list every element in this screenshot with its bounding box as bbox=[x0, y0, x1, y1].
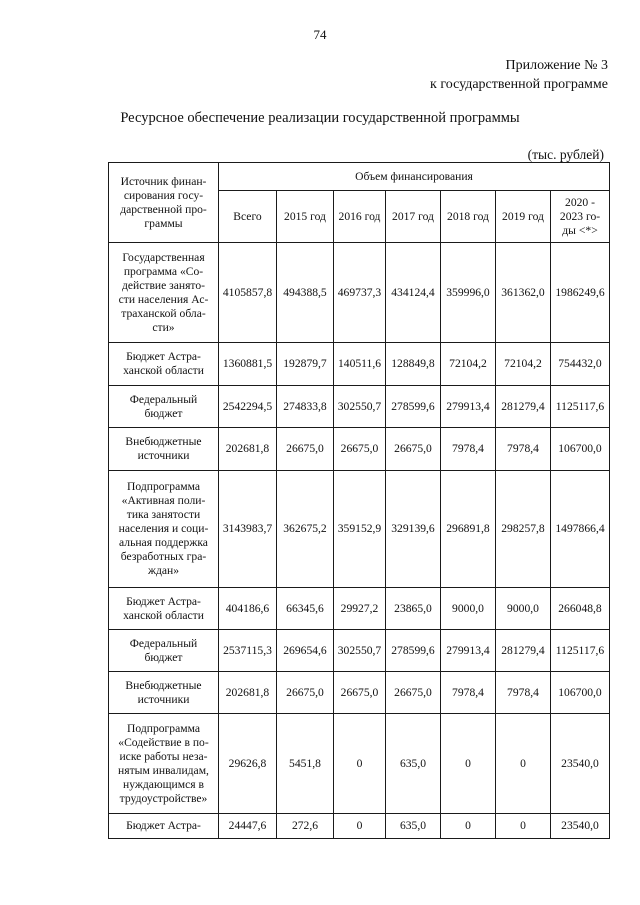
document-title: Ресурсное обеспечение реализации государственной программы bbox=[120, 110, 520, 126]
cell-2018: 296891,8 bbox=[441, 471, 496, 588]
cell-2020-2023: 23540,0 bbox=[551, 714, 610, 814]
cell-2019: 281279,4 bbox=[496, 386, 551, 428]
cell-2017: 26675,0 bbox=[386, 672, 441, 714]
cell-2015: 272,6 bbox=[277, 814, 334, 839]
cell-2019: 9000,0 bbox=[496, 588, 551, 630]
cell-total: 2537115,3 bbox=[219, 630, 277, 672]
row-source: Бюджет Астра- ханской области bbox=[109, 343, 219, 386]
cell-2020-2023: 754432,0 bbox=[551, 343, 610, 386]
cell-2020-2023: 106700,0 bbox=[551, 672, 610, 714]
table-row bbox=[109, 243, 610, 343]
header-funding-volume: Объем финансирования bbox=[219, 163, 610, 191]
cell-total: 3143983,7 bbox=[219, 471, 277, 588]
cell-2020-2023: 1125117,6 bbox=[551, 630, 610, 672]
cell-2016: 0 bbox=[334, 714, 386, 814]
cell-2018: 0 bbox=[441, 714, 496, 814]
cell-2017: 434124,4 bbox=[386, 243, 441, 343]
cell-2020-2023: 106700,0 bbox=[551, 428, 610, 471]
cell-total: 4105857,8 bbox=[219, 243, 277, 343]
cell-2019: 361362,0 bbox=[496, 243, 551, 343]
cell-2015: 66345,6 bbox=[277, 588, 334, 630]
header-col-2019: 2019 год bbox=[496, 191, 551, 243]
cell-2017: 128849,8 bbox=[386, 343, 441, 386]
cell-2019: 0 bbox=[496, 814, 551, 839]
cell-total: 29626,8 bbox=[219, 714, 277, 814]
cell-2017: 635,0 bbox=[386, 814, 441, 839]
appendix-line-1: Приложение № 3 bbox=[505, 58, 608, 73]
row-source: Федеральный бюджет bbox=[109, 630, 219, 672]
cell-2016: 140511,6 bbox=[334, 343, 386, 386]
cell-2018: 7978,4 bbox=[441, 672, 496, 714]
cell-2015: 26675,0 bbox=[277, 672, 334, 714]
table-row bbox=[109, 714, 610, 814]
row-source: Внебюджетные источники bbox=[109, 428, 219, 471]
cell-2017: 278599,6 bbox=[386, 630, 441, 672]
cell-2017: 635,0 bbox=[386, 714, 441, 814]
appendix-header bbox=[430, 56, 608, 94]
cell-total: 24447,6 bbox=[219, 814, 277, 839]
cell-2016: 359152,9 bbox=[334, 471, 386, 588]
cell-2016: 302550,7 bbox=[334, 630, 386, 672]
cell-2016: 26675,0 bbox=[334, 672, 386, 714]
cell-2015: 362675,2 bbox=[277, 471, 334, 588]
cell-2017: 278599,6 bbox=[386, 386, 441, 428]
cell-2015: 5451,8 bbox=[277, 714, 334, 814]
units-label: (тыс. рублей) bbox=[527, 147, 604, 162]
cell-2018: 7978,4 bbox=[441, 428, 496, 471]
cell-2015: 26675,0 bbox=[277, 428, 334, 471]
cell-2016: 302550,7 bbox=[334, 386, 386, 428]
cell-2018: 279913,4 bbox=[441, 630, 496, 672]
cell-total: 404186,6 bbox=[219, 588, 277, 630]
table-row bbox=[109, 672, 610, 714]
table-row bbox=[109, 386, 610, 428]
cell-2019: 281279,4 bbox=[496, 630, 551, 672]
cell-2019: 7978,4 bbox=[496, 428, 551, 471]
header-source: Источник финан- сирования госу- дарственной про- граммы bbox=[109, 163, 219, 243]
cell-2018: 9000,0 bbox=[441, 588, 496, 630]
row-source: Бюджет Астра- bbox=[109, 814, 219, 839]
cell-2015: 269654,6 bbox=[277, 630, 334, 672]
row-source: Подпрограмма «Активная поли- тика занятости населения и соци- альная поддержка безработных гра- ждан» bbox=[109, 471, 219, 588]
cell-2019: 298257,8 bbox=[496, 471, 551, 588]
funding-table bbox=[108, 162, 610, 839]
cell-total: 2542294,5 bbox=[219, 386, 277, 428]
cell-2020-2023: 1986249,6 bbox=[551, 243, 610, 343]
cell-2018: 359996,0 bbox=[441, 243, 496, 343]
cell-total: 202681,8 bbox=[219, 428, 277, 471]
cell-2015: 494388,5 bbox=[277, 243, 334, 343]
row-source: Государственная программа «Со- действие занято- сти населения Ас- траханской обла- сти» bbox=[109, 243, 219, 343]
header-col-2020-2023: 2020 - 2023 го- ды <*> bbox=[551, 191, 610, 243]
header-col-total: Всего bbox=[219, 191, 277, 243]
cell-2018: 279913,4 bbox=[441, 386, 496, 428]
cell-total: 202681,8 bbox=[219, 672, 277, 714]
cell-2015: 274833,8 bbox=[277, 386, 334, 428]
page-number: 74 bbox=[313, 27, 327, 42]
header-col-2015: 2015 год bbox=[277, 191, 334, 243]
row-source: Бюджет Астра- ханской области bbox=[109, 588, 219, 630]
header-col-2016: 2016 год bbox=[334, 191, 386, 243]
cell-2019: 7978,4 bbox=[496, 672, 551, 714]
cell-2020-2023: 266048,8 bbox=[551, 588, 610, 630]
cell-total: 1360881,5 bbox=[219, 343, 277, 386]
cell-2016: 469737,3 bbox=[334, 243, 386, 343]
cell-2020-2023: 1497866,4 bbox=[551, 471, 610, 588]
cell-2018: 72104,2 bbox=[441, 343, 496, 386]
cell-2016: 26675,0 bbox=[334, 428, 386, 471]
cell-2015: 192879,7 bbox=[277, 343, 334, 386]
header-col-2018: 2018 год bbox=[441, 191, 496, 243]
appendix-line-2: к государственной программе bbox=[430, 77, 608, 92]
table-row bbox=[109, 343, 610, 386]
cell-2017: 329139,6 bbox=[386, 471, 441, 588]
row-source: Внебюджетные источники bbox=[109, 672, 219, 714]
cell-2018: 0 bbox=[441, 814, 496, 839]
cell-2017: 26675,0 bbox=[386, 428, 441, 471]
row-source: Федеральный бюджет bbox=[109, 386, 219, 428]
cell-2019: 72104,2 bbox=[496, 343, 551, 386]
table-row bbox=[109, 814, 610, 839]
table-row bbox=[109, 471, 610, 588]
table-row bbox=[109, 630, 610, 672]
cell-2016: 29927,2 bbox=[334, 588, 386, 630]
table-row bbox=[109, 588, 610, 630]
cell-2016: 0 bbox=[334, 814, 386, 839]
cell-2017: 23865,0 bbox=[386, 588, 441, 630]
row-source: Подпрограмма «Содействие в по- иске работы неза- нятым инвалидам, нуждающимся в трудоустройстве» bbox=[109, 714, 219, 814]
cell-2020-2023: 1125117,6 bbox=[551, 386, 610, 428]
table-row bbox=[109, 428, 610, 471]
cell-2020-2023: 23540,0 bbox=[551, 814, 610, 839]
header-col-2017: 2017 год bbox=[386, 191, 441, 243]
cell-2019: 0 bbox=[496, 714, 551, 814]
